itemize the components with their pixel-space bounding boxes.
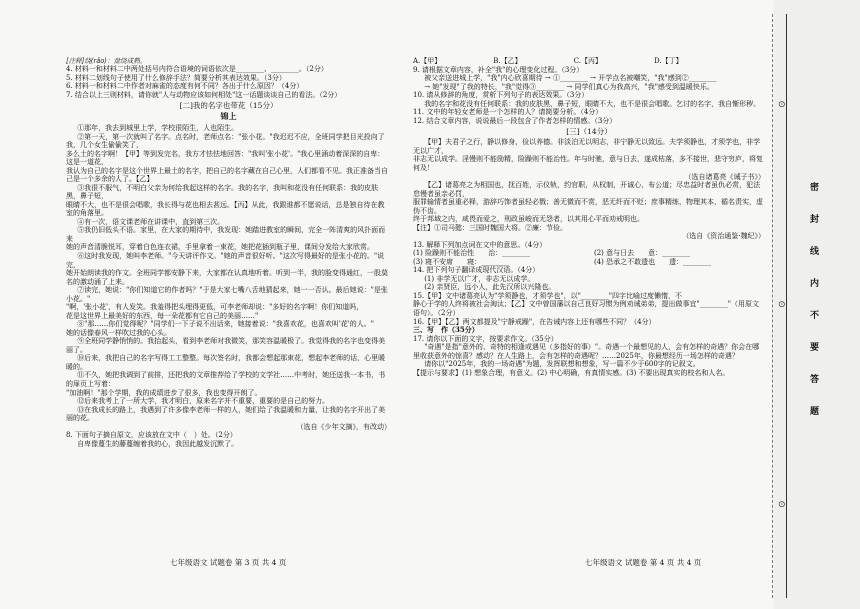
option-d: D.【丁】 [654,57,683,65]
binding-char: 要 [810,343,820,353]
question-16: 16.【甲】【乙】两文都提及"宁静戒躁"，在告诫内容上还有哪些不同？（4分） [413,317,656,326]
passage-author: 锦上 [220,111,237,122]
cut-line [772,14,774,598]
annotation-note: [注释]绕(rǎo)：盘绕成熟。 [66,57,147,65]
question-5: 5. 材料二划线句子使用了什么修辞手法？简要分析其表达效果。（3分） [66,73,286,82]
question-13-item: (1) 险躁则不能治性 治：________ [413,249,531,258]
question-12: 12. 结合文章内容，说说最后一段包含了作者怎样的情感。（3分） [413,116,617,125]
question-9-flow: → 她"发现"了我的特长，"我"觉得③________ → 同学们真心为我高兴，"我"感受到温暖快乐。 [424,82,714,91]
binding-char: 题 [810,407,820,417]
passage-line: "啊，'张小花'，有人发笑。我羞得把头埋得更低，可李老师却说："多好的名字啊！你们知道吗， [66,303,364,312]
passage-line: 她的话像春风一样吹过我的心头。 [66,328,171,337]
essay-requirements: 【提示与要求】(1) 想象合理，有意义。(2) 中心明确，有真情实感。(3) 不要出现真实的校名和人名。 [413,368,730,377]
question-8: 8. 下面句子摘自原文，应该放在文中（ ）处。（2分） [66,431,237,440]
question-8-sentence: 自卑像蔓生的藤蔓缠着我的心，我因此越发沉默了。 [77,439,239,448]
passage-line: 花是这世界上最美好的东西，每一朵花都有它自己的美丽……" [66,311,259,320]
question-8-options [413,57,765,66]
passage-line: ③我很不服气，不明白父亲为何给我起这样的名字。我的名字，我叫和花没有任何联系：我的皮肤黑，鼻子短， [66,183,379,201]
passage-line: ⑪不久，她把我调到了前排，还把我的文章推荐给了学校的文学社……中考时，她还送我一本书，书的扉页上写着： [66,371,386,388]
classical-text-yi: 【乙】诸葛亮之为相国也，抚百姓，示仪轨，约官职，从权制，开诚心，布公道；尽忠益时者虽仇必赏，犯法怠慢者虽亲必罚， [413,181,761,198]
binding-char: 封 [810,215,820,225]
classical-text-jia: 【甲】夫君子之行，静以修身，俭以养德。非淡泊无以明志，非宁静无以致远。夫学须静也，才须学也，非学无以广才， [413,138,761,155]
classical-note: 【注】①司马懿：三国时魏国大将。②廉：节俭。 [413,223,567,232]
question-10: 10. 请从修辞的角度，赏析下列句子的表达效果。（3分） [413,91,589,100]
option-b: B.【乙】 [493,57,522,65]
question-9-flow: 被父亲送进城上学，"我"内心欣喜期待 → ①________ → 开学点名被嘲笑，"我"感到②________ [424,74,717,83]
seal-marker-icon: ⊙ [778,100,786,110]
binding-char: 内 [810,279,820,289]
classical-source-jia: （选自诸葛亮《诫子书》） [684,172,765,181]
passage-line: "加油啊！"那个学期，我的成绩进步了很多，我也变得开朗了。 [66,388,262,397]
classical-text-jia: 非志无以成学。淫慢则不能励精，险躁则不能治性。年与时驰，意与日去，遂成枯落，多不接世，悲守穷庐，将复何及！ [413,155,763,172]
binding-char: 答 [810,375,820,385]
question-6: 6. 材料一和材料二中作者对麻雀的态度有何不同？各出于什么原因？（4分） [66,82,304,91]
seal-line [786,14,788,598]
question-10-sentence: 我的名字和花没有任何联系：我的皮肤黑，鼻子短，眼睛不大，也不是很会唱歌。乞讨的名字，我自惭形秽。 [424,99,761,108]
question-11: 11. 文中的年轻女老师是一个怎样的人？请简要分析。（4分） [413,108,603,117]
essay-task: 请你以"2025年，我的一场奇遇"为题，发挥联想和想象，写一篇不少于600字的记叙文。 [424,360,700,369]
question-14-item: (2) 亲贤臣，远小人，此先汉所以兴隆也。 [424,283,556,292]
question-15: 15.【甲】文中诸葛亮认为"学须静也，才须学也"，以"________"四字比喻过度懒惰，不 [413,291,683,300]
passage-source: （选自《少年文摘》，有改动） [296,422,391,431]
seal-marker-icon: ⊙ [778,300,786,310]
section-3-heading: [三]（14分） [566,127,612,137]
binding-char: 线 [810,247,820,257]
question-7: 7. 结合以上三则材料，请你就"人与动物应该如何相处"这一话题谈谈自己的看法。（2分） [66,90,342,99]
passage-line: 我认为自己的名字是这个世界上最土的名字，把自己的名字藏在自己心里，人们都看不见。我正准备当自己是一个多余的人了。【乙】 [66,166,388,184]
passage-line: ①那年，我去到城里上学，学校很陌生，人也陌生。 [77,124,239,133]
question-13-item: (2) 意与日去 意：________ [594,249,691,258]
seal-marker-icon: ⊙ [778,500,786,510]
classical-text-yi: 服罪输情者虽重必释，游辞巧饰者虽轻必戮；善无微而不赏，恶无纤而不贬；庶事精练，物理其本，循名责实，虚伪不齿。 [413,198,763,215]
question-14: 14. 把下列句子翻译成现代汉语。（4分） [413,266,540,275]
question-9: 9. 请根据文章内容，补全"我"的心理变化过程。（3分） [413,65,584,74]
question-17: 17. 请你以下面的文字，按要求作文。（35分） [413,334,558,343]
classical-text-yi: 终于邦域之内，咸畏而爱之，刑政虽峻而无怨者，以其用心平而劝戒明也。 [413,215,644,224]
question-13-item: (4) 恐承之不敢遗也 遗：________ [594,257,712,266]
question-15-cont: 静心于学的人终将被社会淘汰；【乙】文中曾国藩以自己良好习惯为例劝诫弟弟，提出做事宜"________"（用原文语句）。（2分） [413,300,759,318]
passage-line: ⑥这时我发现，她叫李老师。"今天讲评作文。"她的声音很好听。"这次写得最好的是张小花的。"说完， [66,252,385,269]
question-13-items [413,249,765,266]
binding-char: 密 [810,183,820,193]
left-exam-page [0,0,405,609]
classical-source-yi: （选自《资治通鉴·魏纪》） [682,232,765,241]
left-page-footer: 七年级语文 试题卷 第 3 页 共 4 页 [170,557,287,567]
left-page-content [66,57,391,448]
passage-line: ⑫后来我考上了一所大学，我才明白，原来名字并不重要，重要的是自己的努力。 [77,397,330,406]
question-14-item: (1) 非学无以广才，非志无以成学。 [424,274,535,283]
right-page-footer: 七年级语文 试题卷 第 4 页 共 4 页 [585,557,702,567]
passage-line: ⑧"那……你们觉得呢？"同学们一下子说不出话来，她接着说："我喜欢花，也喜欢叫'花'的人。" [77,320,374,329]
option-c: C.【丙】 [573,57,602,65]
passage-line: 她开始朗读我的作文。全班同学都安静下来，大家都在认真地听着。听到一半，我的脸变得通红，一股莫名的激动涌了上来。 [66,269,388,286]
question-13: 13. 解释下列加点词在文中的意思。（4分） [413,240,547,249]
section-4-heading: 三、写 作（35分） [413,325,479,335]
passage-line: ⑦读完，她说："你们知道它的作者吗？"于是大家七嘴八舌地猜起来，她一一否认。最后她说："是张小花。" [66,286,388,303]
passage-line: 多么土的名字啊！【甲】等到发完名，我方才怯怯地回答："我叫'张小花'。"我心里涌动着深深的自卑：这是一道花， [66,149,385,167]
section-2-heading: [二]我的名字也带花（15分） [179,101,278,111]
right-page-content [413,57,765,377]
option-a: A.【甲】 [413,57,442,65]
passage-line: ⑩后来，我把自己的名字写得工工整整。每次签名时，我都会想起那束花，想起李老师的话，心里暖暖的。 [66,354,386,371]
question-13-item: (3) 寝不安席 寝：________ [413,257,510,266]
passage-line: ⑬在我成长的路上，我遇到了许多像李老师一样的人，她们给了我温暖和力量，让我的名字开出了美丽的花。 [66,405,386,423]
question-4: 4. 材料一和材料二中两处括号内符合语境的词语依次是________、________。（2分） [66,65,328,74]
passage-line: 眼睛不大，也不是很会唱歌，我长得与花也相去甚远。【丙】从此，我跟谁都不愿说话，总是独自待在教室的角落里。 [66,200,385,218]
passage-line: ⑨全班同学静悄悄的。我抬起头，看到李老师对我微笑，那笑容温暖极了。我觉得我的名字也变得美丽了。 [66,337,386,354]
passage-line: ②第一天，第一次就叫了名字。点名时，老师点名："张小花。"我迟迟不应，全班同学把目光投向了我，几个女生偷偷笑了， [66,132,385,150]
binding-char: 不 [810,311,820,321]
passage-line: ⑤我仍旧低头不语。家里，在大家的期待中，我发现：她踏进教室的瞬间，完全一阵清爽的风扑面而来 [66,226,386,243]
passage-line: ④有一次，语文课老师在讲课中，直到第三次。 [77,217,225,226]
passage-line: 她的声音清脆悦耳，穿着白色连衣裙，手里拿着一束花，她把花插到瓶子里，课间分发给大家欣赏。 [66,243,374,252]
right-exam-page [405,0,773,609]
essay-prompt: "奇遇"是指"意外的、奇特的相逢或遇见（多指好的事）"。奇遇一个最想见的人，会有怎样的奇遇？你会在哪里收获意外的惊喜？感动？在人生路上，会有怎样的奇遇呢？……2025年，你最想经历一场怎样的奇遇？ [413,343,760,360]
